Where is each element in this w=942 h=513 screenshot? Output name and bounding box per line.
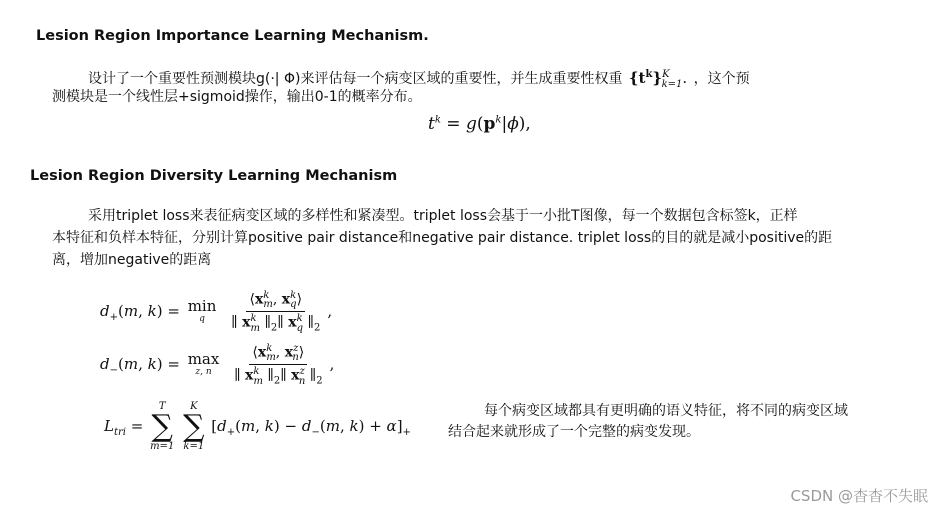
triplet-loss-formula: $L_{tri}$ = T ∑ m=1 K ∑ k=1 [$d_+(m$, $k) - d_-(m$, $k) + \alpha]_+$	[104, 401, 411, 452]
diversity-paragraph-line-2: 本特征和负样本特征，分别计算positive pair distance和negative pair distance. triplet loss的目的就是减小positive的距	[52, 230, 833, 246]
side-note-line-1: 每个病变区域都具有更明确的语义特征，将不同的病变区域	[484, 403, 848, 419]
importance-weight-set-formula: $\{t^k\}^K_{k=1}$.	[628, 69, 688, 90]
diversity-paragraph-line-1: 采用triplet loss来表征病变区域的多样性和紧凑型。triplet loss会基于一小批T图像，每一个数据包含标签k，正样	[88, 208, 798, 224]
importance-paragraph-text: 设计了一个重要性预测模块g(·| Φ)来评估每一个病变区域的重要性，并生成重要性权重	[88, 71, 623, 87]
watermark: CSDN @杳杳不失眠	[790, 487, 928, 505]
d-plus-formula: $d_+(m$, k) = min q $\frac{⟨x^k_m, x^k_q⟩}{\parallel x^k_m \parallel_2\parallel x^k_q \parallel_2}$ ,	[100, 290, 333, 334]
importance-paragraph-tail: ，这个预	[693, 71, 750, 87]
d-minus-formula: $d_-(m$, k) = max z, n $\frac{⟨x^k_m, x^z_n⟩}{\parallel x^k_m \parallel_2\parallel x^z_n \parallel_2}$ ,	[100, 343, 335, 387]
section-heading-diversity: Lesion Region Diversity Learning Mechanism	[30, 168, 398, 184]
section-heading-importance: Lesion Region Importance Learning Mechanism.	[36, 28, 429, 44]
importance-formula: $t^k = g(p^k|\phi)$,	[428, 114, 531, 134]
side-note-line-2: 结合起来就形成了一个完整的病变发现。	[448, 424, 700, 440]
diversity-paragraph-line-3: 离，增加negative的距离	[52, 252, 212, 268]
importance-paragraph-line-2: 测模块是一个线性层+sigmoid操作，输出0-1的概率分布。	[52, 89, 422, 105]
